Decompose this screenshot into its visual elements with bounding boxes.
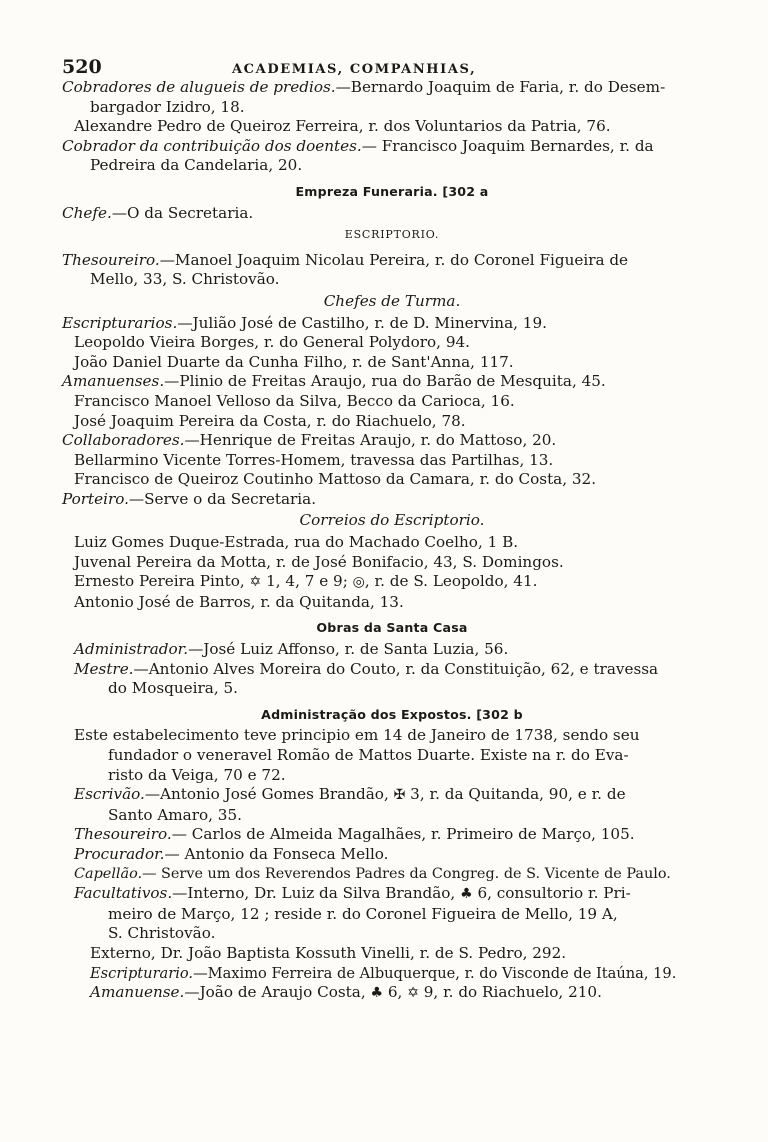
role-label: Procurador.	[74, 844, 165, 863]
entry-text: Mello, 33, S. Christovão.	[90, 270, 280, 289]
text-line	[62, 806, 722, 826]
text-line	[62, 490, 722, 510]
entry-text: —Antonio José Gomes Brandão,	[144, 785, 389, 804]
entry-text: S. Christovão.	[108, 924, 216, 943]
role-label: Cobrador da contribuição dos doentes.	[62, 136, 362, 155]
running-title: ACADEMIAS, COMPANHIAS,	[232, 62, 477, 77]
text-line	[62, 314, 722, 334]
entry-text: — Antonio da Fonseca Mello.	[164, 844, 389, 863]
role-label: Collaboradores.	[62, 431, 185, 450]
text-line	[62, 533, 722, 553]
role-label: Escrivão.	[74, 785, 145, 804]
entry-text: Francisco Manoel Velloso da Silva, Becco da Carioca, 16.	[74, 391, 515, 410]
text-line	[62, 451, 722, 471]
text-line	[62, 470, 722, 490]
text-line	[62, 865, 722, 885]
text-line	[62, 640, 722, 660]
text-line	[62, 924, 722, 944]
entry-text: Pedreira da Candelaria, 20.	[90, 156, 303, 175]
entry-text: —José Luiz Affonso, r. de Santa Luzia, 56.	[188, 640, 509, 659]
text-line	[62, 944, 722, 964]
text-line	[62, 251, 722, 271]
text-line	[62, 412, 722, 432]
entry-text: — Francisco Joaquim Bernardes, r. da	[361, 136, 654, 155]
section-heading: Empreza Funeraria. [302 a	[295, 183, 489, 199]
page-header	[62, 52, 722, 78]
entry-text: meiro de Março, 12 ; reside r. do Coronel Figueira de Mello, 19 A,	[108, 904, 618, 923]
entry-text: —Bernardo Joaquim de Faria, r. do Desem-	[335, 78, 666, 96]
entry-text: 9, r. do Riachuelo, 210.	[423, 983, 602, 1002]
role-label: Porteiro.	[62, 489, 129, 508]
text-line	[62, 117, 722, 137]
entry-text: —Maximo Ferreira de Albuquerque, r. do Visconde de Itaúna, 19.	[193, 964, 677, 982]
text-line	[62, 353, 722, 373]
entry-text: Bellarmino Vicente Torres-Homem, travessa das Partilhas, 13.	[74, 450, 554, 469]
entry-text: —João de Araujo Costa,	[184, 983, 366, 1002]
entry-text: risto da Veiga, 70 e 72.	[108, 765, 286, 784]
entry-text: Alexandre Pedro de Queiroz Ferreira, r. dos Voluntarios da Patria, 76.	[74, 117, 611, 136]
entry-text: fundador o veneravel Romão de Mattos Duarte. Existe na r. do Eva-	[108, 746, 629, 764]
star-icon: ✡	[407, 985, 419, 1002]
entry-text: Juvenal Pereira da Motta, r. de José Bonifacio, 43, S. Domingos.	[74, 552, 564, 571]
text-line	[62, 964, 722, 984]
text-line	[62, 845, 722, 865]
entry-text: 1, 4, 7 e 9;	[266, 572, 348, 591]
role-label: Amanuense.	[90, 983, 185, 1002]
role-label: Mestre.	[74, 659, 134, 678]
entry-text: — Serve um dos Reverendos Padres da Congreg. de S. Vicente de Paulo.	[142, 865, 671, 882]
text-line	[62, 679, 722, 699]
section-heading: Obras da Santa Casa	[316, 620, 468, 636]
text-line	[62, 372, 722, 392]
document-page	[62, 52, 722, 1004]
entry-text: Antonio José de Barros, r. da Quitanda, 13.	[74, 592, 404, 611]
entry-text: Este estabelecimento teve principio em 14 de Janeiro de 1738, sendo seu	[74, 726, 640, 745]
text-line	[62, 825, 722, 845]
role-label: Capellão.	[74, 865, 143, 882]
subsection-heading: ESCRIPTORIO.	[344, 228, 440, 242]
entry-text: — Carlos de Almeida Magalhães, r. Primeiro de Março, 105.	[171, 825, 635, 844]
text-line	[62, 156, 722, 176]
star-icon: ✡	[249, 574, 262, 591]
text-line	[62, 204, 722, 224]
subsection-heading: Correios do Escriptorio.	[299, 511, 485, 530]
entry-text: —Julião José de Castilho, r. de D. Minervina, 19.	[177, 313, 547, 332]
text-line	[62, 431, 722, 451]
text-line	[62, 553, 722, 573]
text-line	[62, 884, 722, 905]
bell-icon: ♣	[370, 985, 384, 1002]
text-line	[62, 78, 722, 98]
entry-text: 6,	[387, 983, 403, 1002]
role-label: Escripturario.	[90, 964, 194, 982]
entry-text: do Mosqueira, 5.	[108, 679, 238, 698]
entry-text: —Interno, Dr. Luiz da Silva Brandão,	[172, 884, 456, 903]
entry-text: —Serve o da Secretaria.	[128, 489, 317, 508]
entry-text: Ernesto Pereira Pinto,	[74, 572, 245, 591]
entry-text: 6, consultorio r. Pri-	[477, 884, 631, 903]
entry-text: Externo, Dr. João Baptista Kossuth Vinelli, r. de S. Pedro, 292.	[90, 943, 567, 962]
entry-text: , r. de S. Leopoldo, 41.	[364, 572, 538, 591]
entry-text: 3, r. da Quitanda, 90, e r. de	[410, 785, 626, 804]
text-line	[62, 392, 722, 412]
entry-text: —Plinio de Freitas Araujo, rua do Barão de Mesquita, 45.	[164, 372, 606, 391]
role-label: Administrador.	[74, 640, 189, 659]
entry-text: Leopoldo Vieira Borges, r. do General Polydoro, 94.	[74, 333, 470, 352]
text-line	[62, 726, 722, 746]
entry-text: —Henrique de Freitas Araujo, r. do Mattoso, 20.	[184, 431, 557, 450]
text-line	[62, 660, 722, 680]
text-line	[62, 746, 722, 766]
text-line	[62, 593, 722, 613]
text-line	[62, 333, 722, 353]
role-label: Facultativos.	[74, 884, 173, 903]
text-line	[62, 270, 722, 290]
text-line	[62, 785, 722, 806]
entry-text: José Joaquim Pereira da Costa, r. do Riachuelo, 78.	[74, 411, 466, 430]
text-line	[62, 137, 722, 157]
cross-icon: ✠	[393, 787, 406, 804]
entry-text: João Daniel Duarte da Cunha Filho, r. de Sant'Anna, 117.	[74, 352, 514, 371]
role-label: Thesoureiro.	[74, 825, 172, 844]
text-line	[62, 98, 722, 118]
entry-text: Francisco de Queiroz Coutinho Mattoso da Camara, r. do Costa, 32.	[74, 470, 597, 489]
entry-text: bargador Izidro, 18.	[90, 97, 245, 116]
text-line	[62, 905, 722, 925]
role-label: Cobradores de alugueis de predios.	[62, 78, 336, 96]
role-label: Escripturarios.	[62, 313, 178, 332]
page-number: 520	[62, 56, 102, 78]
bell-icon: ♣	[460, 886, 473, 903]
circle-icon: ◎	[352, 574, 365, 591]
text-line	[62, 572, 722, 593]
section-heading: Administração dos Expostos. [302 b	[261, 706, 523, 722]
entry-text: Santo Amaro, 35.	[108, 805, 242, 824]
text-line	[62, 766, 722, 786]
entry-text: Luiz Gomes Duque-Estrada, rua do Machado Coelho, 1 B.	[74, 533, 519, 552]
role-label: Amanuenses.	[62, 372, 165, 391]
role-label: Chefe.	[62, 203, 112, 222]
text-line	[62, 983, 722, 1004]
entry-text: —Antonio Alves Moreira do Couto, r. da Constituição, 62, e travessa	[133, 659, 659, 678]
subsection-heading: Chefes de Turma.	[323, 291, 461, 310]
role-label: Thesoureiro.	[62, 250, 160, 269]
entry-text: —Manoel Joaquim Nicolau Pereira, r. do Coronel Figueira de	[159, 250, 629, 269]
entry-text: —O da Secretaria.	[111, 203, 254, 222]
